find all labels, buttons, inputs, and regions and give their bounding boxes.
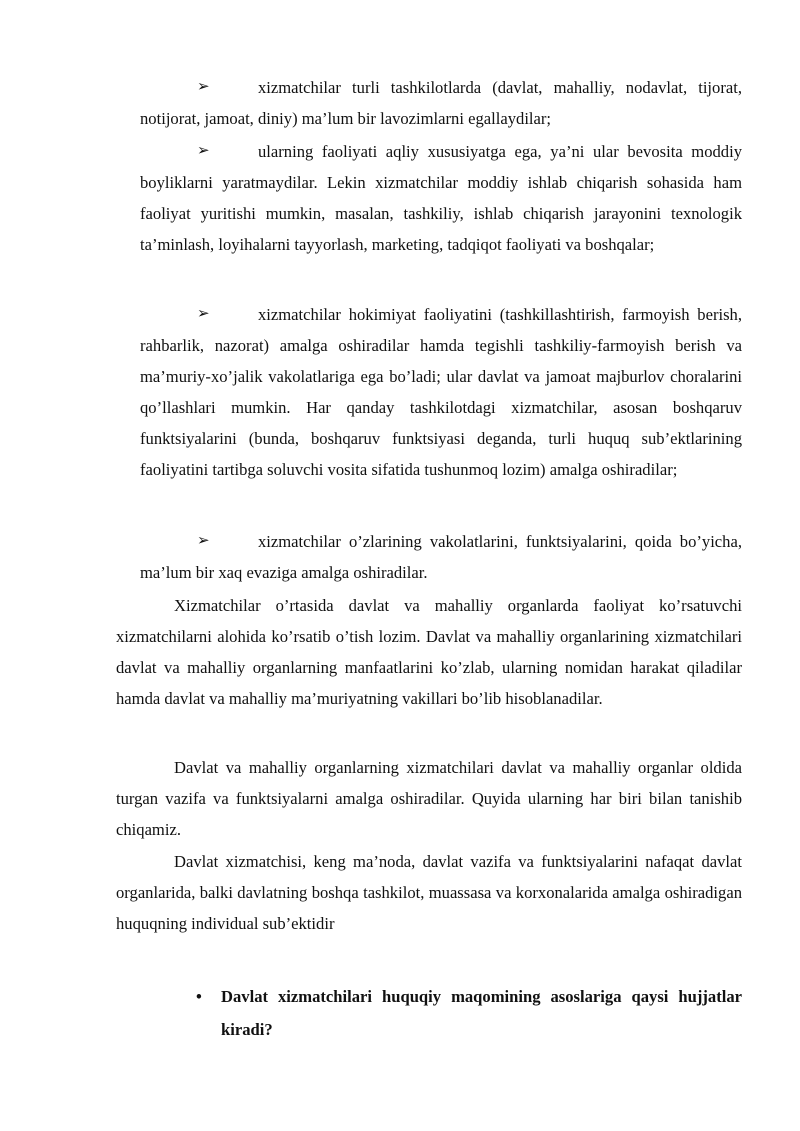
arrow-bullet-icon: ➢ (197, 533, 210, 549)
arrow-bullet-icon: ➢ (197, 79, 210, 95)
bullet-icon: • (196, 987, 202, 1006)
arrow-bullet-icon: ➢ (197, 306, 210, 322)
list-item-text: xizmatchilar o’zlarining vakolatlarini, funktsiyalarini, qoida bo’yicha, ma’lum bir xaq evaziga amalga oshiradilar. (140, 532, 742, 583)
list-item-text: xizmatchilar hokimiyat faoliyatini (tashkillashtirish, farmoyish berish, rahbarlik, nazorat) amalga oshiradilar hamda tegishli tashkiliy-farmoyish berish va ma’muriy-xo’jalik vakolatlariga ega bo’ladi; ular davlat va jamoat majburlov choralarini qo’llashlari mumkin. Har qanday tashkilotdagi xizmatchilar, asosan boshqaruv funktsiyalarini (bunda, boshqaruv funktsiyasi deganda, turli huquq sub’ektlarining faoliyatini tartibga soluvchi vosita sifatida tushunmoq lozim) amalga oshiradilar; (140, 305, 742, 480)
arrow-bullet-icon: ➢ (197, 143, 210, 159)
body-paragraph: Davlat xizmatchisi, keng ma’noda, davlat vazifa va funktsiyalarini nafaqat davlat organlarida, balki davlatning boshqa tashkilot, muassasa va korxonalarida amalga oshiradigan huquqning individual sub’ektidir (116, 852, 742, 934)
list-item-text: xizmatchilar turli tashkilotlarda (davlat, mahalliy, nodavlat, tijorat, notijorat, jamoat, diniy) ma’lum bir lavozimlarni egallaydilar; (140, 78, 742, 129)
list-item (140, 72, 742, 134)
list-item (140, 526, 742, 588)
list-item (140, 299, 742, 486)
body-paragraph: Davlat va mahalliy organlarning xizmatchilari davlat va mahalliy organlar oldida turgan vazifa va funktsiyalarni amalga oshiradilar. Quyida ularning har biri bilan tanishib chiqamiz. (116, 758, 742, 840)
list-item-text: ularning faoliyati aqliy xususiyatga ega, ya’ni ular bevosita moddiy boyliklarni yaratmaydilar. Lekin xizmatchilar moddiy ishlab chiqarish sohasida ham faoliyat yuritishi mumkin, masalan, tashkiliy, ishlab chiqarish jarayonini texnologik ta’minlash, loyihalarni tayyorlash, marketing, tadqiqot faoliyati va boshqalar; (140, 142, 742, 255)
question-text: Davlat xizmatchilari huquqiy maqomining asoslariga qaysi hujjatlar kiradi? (221, 987, 742, 1039)
question-item (196, 980, 742, 1046)
body-paragraph: Xizmatchilar o’rtasida davlat va mahalliy organlarda faoliyat ko’rsatuvchi xizmatchilarni alohida ko’rsatib o’tish lozim. Davlat va mahalliy organlarining xizmatchilari davlat va mahalliy organlarning manfaatlarini ko’zlab, ularning nomidan harakat qiladilar hamda davlat va mahalliy ma’muriyatning vakillari bo’lib hisoblanadilar. (116, 596, 742, 709)
list-item (140, 136, 742, 260)
